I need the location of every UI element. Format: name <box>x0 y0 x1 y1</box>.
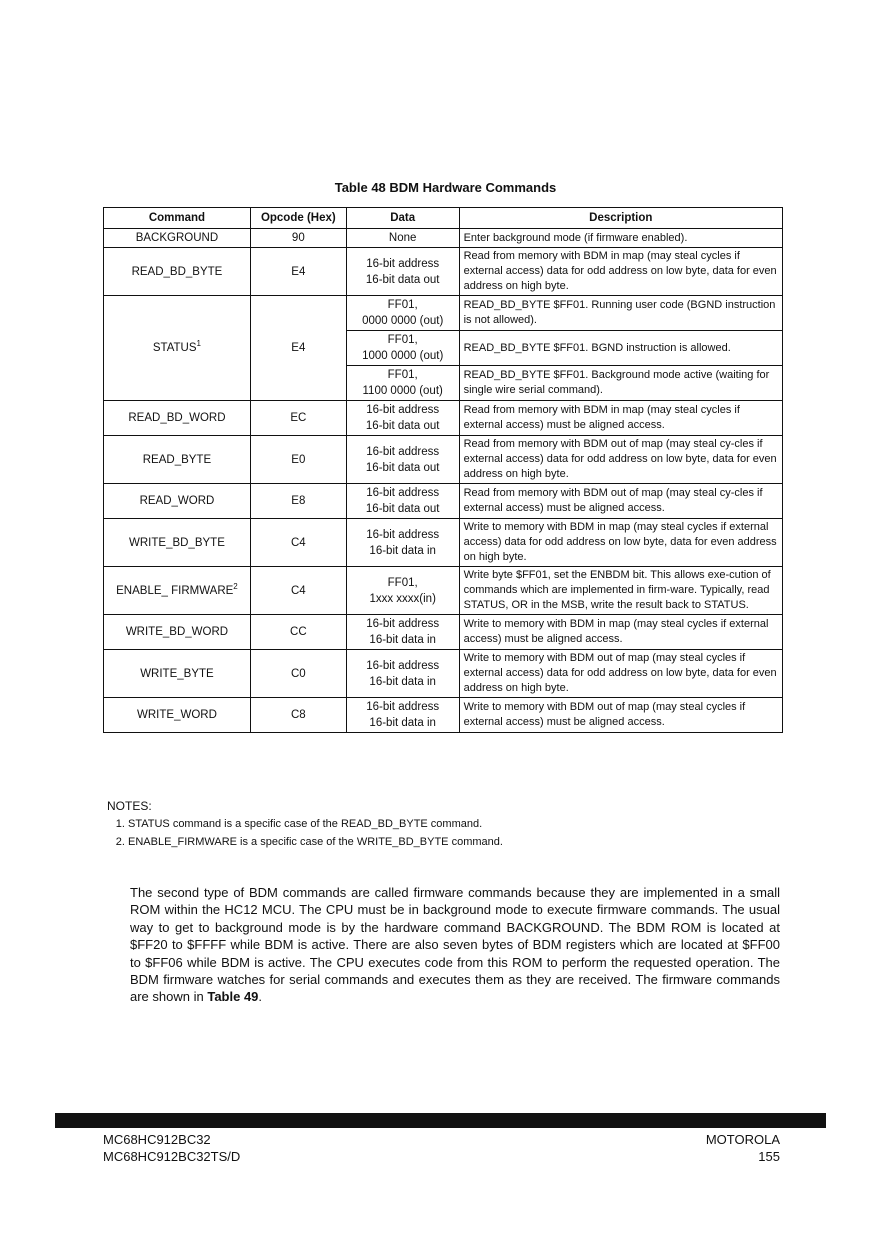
body-paragraph <box>130 884 780 1006</box>
command-cell <box>104 296 251 401</box>
description-cell: READ_BD_BYTE $FF01. Background mode active (waiting for single wire serial command). <box>459 366 782 401</box>
data-line: FF01, <box>387 334 418 346</box>
opcode-cell: EC <box>250 401 346 436</box>
table-row <box>104 296 783 331</box>
document-id: MC68HC912BC32TS/D <box>103 1149 241 1164</box>
paragraph-text: The second type of BDM commands are called firmware commands because they are implemented in a small ROM within the HC12 MCU. The CPU must be in background mode to execute firmware commands. The usual way to get to background mode is by the hardware command BACKGROUND. The BDM ROM is located at $FF20 to $FFFF while BDM is active. There are also seven bytes of BDM registers which are located at $FF00 to $FF06 while BDM is active. The CPU executes code from this ROM to perform the requested operation. The BDM firmware watches for serial commands and executes them as they are received. The firmware commands are shown in <box>130 885 780 1005</box>
notes-heading: NOTES: <box>107 799 152 813</box>
data-cell <box>346 650 459 698</box>
data-cell <box>346 567 459 615</box>
command-cell: READ_BYTE <box>104 436 251 484</box>
data-line: 1100 0000 (out) <box>362 385 443 397</box>
data-line: 16-bit address <box>366 257 440 270</box>
table-header-row <box>104 208 783 229</box>
note-item: 2. ENABLE_FIRMWARE is a specific case of the WRITE_BD_BYTE command. <box>128 833 503 851</box>
data-line: FF01, <box>387 576 418 589</box>
data-line: FF01, <box>387 299 418 311</box>
data-line: 16-bit data in <box>369 544 436 557</box>
command-cell: BACKGROUND <box>104 229 251 248</box>
footnote-marker: 1 <box>196 339 201 349</box>
opcode-cell: E4 <box>250 248 346 296</box>
data-line: 16-bit data in <box>369 675 436 688</box>
footnote-marker: 2 <box>233 581 238 591</box>
table-row <box>104 248 783 296</box>
data-line: 16-bit address <box>366 659 440 672</box>
table-row <box>104 650 783 698</box>
command-cell: READ_BD_WORD <box>104 401 251 436</box>
table-row <box>104 519 783 567</box>
data-cell <box>346 484 459 519</box>
data-cell <box>346 436 459 484</box>
document-part-number: MC68HC912BC32 <box>103 1132 211 1147</box>
data-line: 16-bit data in <box>369 717 436 729</box>
data-line: 16-bit data out <box>365 503 440 515</box>
description-cell: Write to memory with BDM in map (may steal cycles if external access) must be aligned access. <box>459 615 782 650</box>
data-line: 16-bit data out <box>365 273 440 286</box>
paragraph-end: . <box>258 989 263 1005</box>
description-cell: Read from memory with BDM out of map (may steal cy-cles if external access) data for odd address on low byte, data for even address on high byte. <box>459 436 782 484</box>
opcode-cell: C0 <box>250 650 346 698</box>
command-cell: WRITE_WORD <box>104 698 251 733</box>
command-cell: READ_WORD <box>104 484 251 519</box>
opcode-cell: E4 <box>250 296 346 401</box>
data-line: FF01, <box>387 369 418 381</box>
description-cell: READ_BD_BYTE $FF01. BGND instruction is allowed. <box>459 331 782 366</box>
description-cell: Write byte $FF01, set the ENBDM bit. This allows exe-cution of commands which are implemented in firm-ware. Typically, read STATUS, OR in the MSB, write the result back to STATUS. <box>459 567 782 615</box>
data-line: 16-bit data in <box>369 634 436 646</box>
command-cell <box>104 567 251 615</box>
description-cell: Write to memory with BDM out of map (may steal cycles if external access) data for odd address on low byte, data for even address on high byte. <box>459 650 782 698</box>
note-item: 1. STATUS command is a specific case of the READ_BD_BYTE command. <box>128 815 503 833</box>
table-row <box>104 567 783 615</box>
publisher-name: MOTOROLA <box>705 1132 780 1147</box>
data-cell: None <box>346 229 459 248</box>
description-cell: Read from memory with BDM in map (may steal cycles if external access) must be aligned access. <box>459 401 782 436</box>
table-title: Table 48 BDM Hardware Commands <box>334 180 557 195</box>
table-row <box>104 401 783 436</box>
opcode-cell: E8 <box>250 484 346 519</box>
opcode-cell: CC <box>250 615 346 650</box>
notes-list <box>107 815 503 851</box>
opcode-cell: 90 <box>250 229 346 248</box>
table-row <box>104 484 783 519</box>
data-line: 16-bit address <box>366 528 440 541</box>
command-text: ENABLE_ FIRMWARE <box>116 584 234 597</box>
command-cell: WRITE_BYTE <box>104 650 251 698</box>
command-cell: WRITE_BD_BYTE <box>104 519 251 567</box>
description-cell: Enter background mode (if firmware enabled). <box>459 229 782 248</box>
header-data: Data <box>346 208 459 229</box>
data-cell <box>346 331 459 366</box>
data-cell <box>346 519 459 567</box>
data-cell <box>346 296 459 331</box>
table-row <box>104 229 783 248</box>
opcode-cell: E0 <box>250 436 346 484</box>
description-cell: READ_BD_BYTE $FF01. Running user code (BGND instruction is not allowed). <box>459 296 782 331</box>
data-line: 16-bit data out <box>365 461 440 474</box>
bdm-hardware-commands-table <box>103 207 783 733</box>
header-command: Command <box>104 208 251 229</box>
data-line: 1000 0000 (out) <box>362 350 444 362</box>
data-line: 16-bit address <box>366 701 440 713</box>
description-cell: Read from memory with BDM out of map (may steal cy-cles if external access) must be aligned access. <box>459 484 782 519</box>
table-row <box>104 698 783 733</box>
data-line: 16-bit data out <box>365 420 440 432</box>
data-cell <box>346 698 459 733</box>
footer-left <box>103 1131 240 1165</box>
opcode-cell: C8 <box>250 698 346 733</box>
data-cell <box>346 401 459 436</box>
footer-right <box>706 1131 780 1165</box>
description-cell: Write to memory with BDM in map (may steal cycles if external access) data for odd address on low byte, data for even address on high byte. <box>459 519 782 567</box>
table-reference: Table 49 <box>207 989 259 1005</box>
command-cell: WRITE_BD_WORD <box>104 615 251 650</box>
page-number: 155 <box>758 1149 780 1164</box>
description-cell: Write to memory with BDM out of map (may steal cycles if external access) must be aligned access. <box>459 698 782 733</box>
header-opcode: Opcode (Hex) <box>250 208 346 229</box>
data-line: 0000 0000 (out) <box>362 315 444 327</box>
data-line: 1xxx xxxx(in) <box>369 592 436 605</box>
description-cell: Read from memory with BDM in map (may steal cycles if external access) data for odd address on low byte, data for even address on high byte. <box>459 248 782 296</box>
data-cell <box>346 615 459 650</box>
command-text: STATUS <box>152 342 197 354</box>
table-row <box>104 615 783 650</box>
opcode-cell: C4 <box>250 519 346 567</box>
data-cell <box>346 248 459 296</box>
data-line: 16-bit address <box>366 618 440 630</box>
data-line: 16-bit address <box>366 404 440 416</box>
header-description: Description <box>459 208 782 229</box>
data-line: 16-bit address <box>366 487 440 499</box>
table-row <box>104 436 783 484</box>
data-line: 16-bit address <box>366 445 440 458</box>
data-cell <box>346 366 459 401</box>
footer-rule <box>55 1113 826 1128</box>
table-notes <box>107 798 503 851</box>
command-cell: READ_BD_BYTE <box>104 248 251 296</box>
opcode-cell: C4 <box>250 567 346 615</box>
